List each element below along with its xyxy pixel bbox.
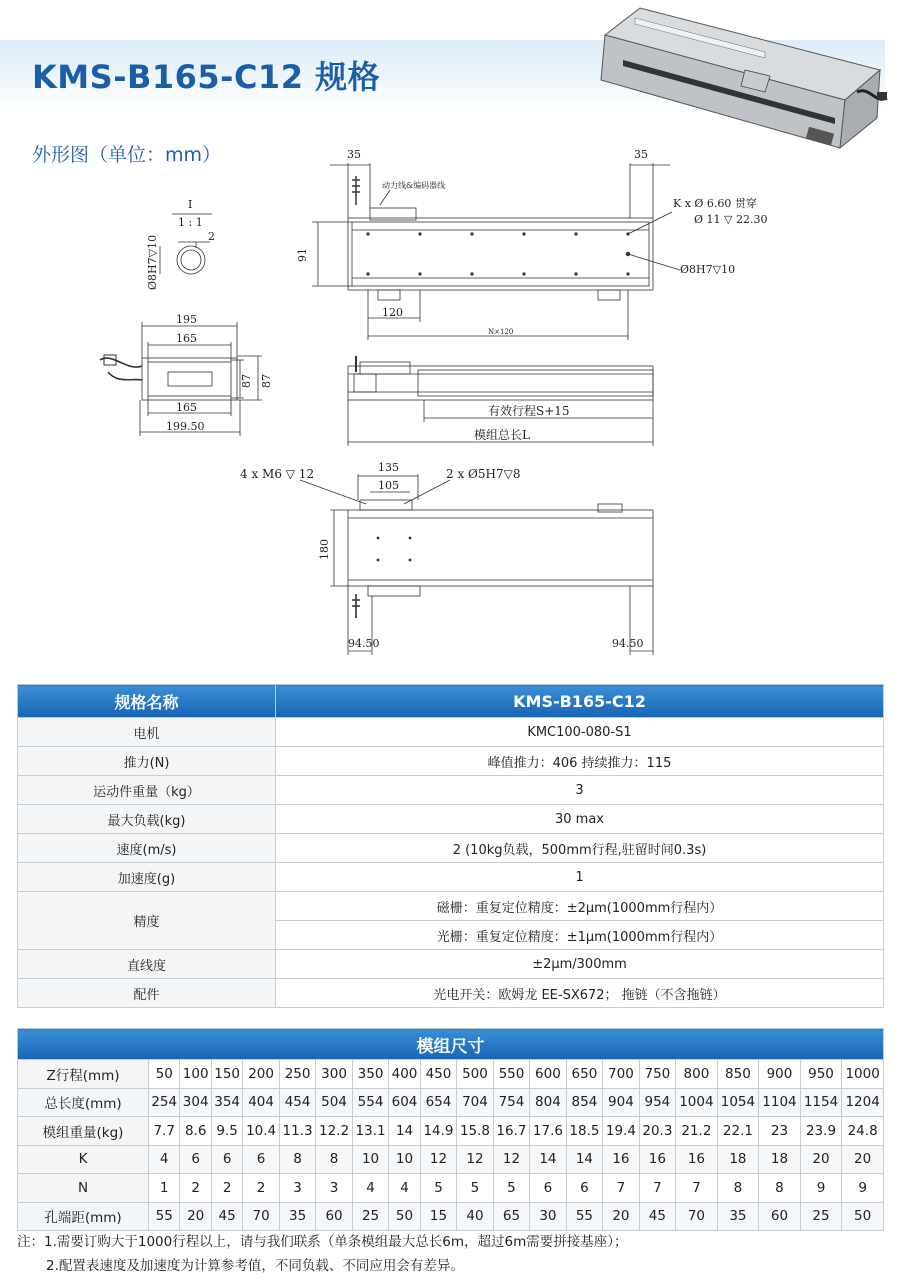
spec-key: 速度(m/s): [18, 834, 276, 863]
table-cell: 55: [566, 1202, 602, 1231]
table-cell: 304: [180, 1088, 211, 1117]
dim-n120: N×120: [488, 328, 514, 336]
spec-key: 直线度: [18, 950, 276, 979]
table-cell: 14.9: [420, 1117, 456, 1146]
table-cell: 10.4: [243, 1117, 279, 1146]
table-cell: 5: [420, 1174, 456, 1203]
table-row: [18, 1060, 884, 1089]
pin-spec-right: Ø8H7▽10: [680, 263, 736, 276]
dim-m6: 4 x M6 ▽ 12: [240, 467, 315, 481]
table-cell: 950: [800, 1060, 842, 1089]
table-cell: 20: [842, 1145, 884, 1174]
cable-label: 动力线&编码器线: [382, 181, 446, 190]
table-cell: 550: [493, 1060, 529, 1089]
detail-scale: 1 : 1: [178, 216, 203, 229]
table-cell: 900: [759, 1060, 801, 1089]
table-cell: 14: [389, 1117, 420, 1146]
table-cell: 23.9: [800, 1117, 842, 1146]
table-cell: 650: [566, 1060, 602, 1089]
table-cell: 5: [457, 1174, 493, 1203]
section-label: 外形图（单位：mm）: [32, 144, 222, 166]
table-cell: 404: [243, 1088, 279, 1117]
spec-value: 1: [276, 863, 884, 892]
table-cell: 50: [389, 1202, 420, 1231]
table-cell: 6: [566, 1174, 602, 1203]
dim-35-right: 35: [634, 148, 648, 161]
table-cell: 8: [316, 1145, 352, 1174]
table-cell: 10: [389, 1145, 420, 1174]
table-row: [18, 892, 884, 921]
table-row: [18, 1174, 884, 1203]
table-cell: 50: [149, 1060, 180, 1089]
table-cell: 18: [717, 1145, 759, 1174]
table-cell: 904: [603, 1088, 639, 1117]
table-row: [18, 950, 884, 979]
table-cell: 554: [352, 1088, 388, 1117]
table-row: [18, 747, 884, 776]
table-row: [18, 863, 884, 892]
table-cell: 400: [389, 1060, 420, 1089]
table-cell: 4: [149, 1145, 180, 1174]
spec-key: 配件: [18, 979, 276, 1008]
table-cell: 750: [639, 1060, 675, 1089]
dimension-table-header: [18, 1029, 884, 1060]
dim-91: 91: [296, 248, 309, 262]
spec-key: 运动件重量（kg）: [18, 776, 276, 805]
table-cell: 350: [352, 1060, 388, 1089]
table-cell: 7: [676, 1174, 718, 1203]
spec-value: 30 max: [276, 805, 884, 834]
dim-135: 135: [378, 461, 399, 474]
table-cell: 45: [639, 1202, 675, 1231]
table-cell: 600: [530, 1060, 566, 1089]
table-cell: 16: [676, 1145, 718, 1174]
spec-table: [17, 684, 884, 1008]
table-cell: 450: [420, 1060, 456, 1089]
table-cell: 1: [149, 1174, 180, 1203]
table-cell: 1004: [676, 1088, 718, 1117]
table-cell: 4: [389, 1174, 420, 1203]
table-cell: 60: [759, 1202, 801, 1231]
table-cell: 200: [243, 1060, 279, 1089]
table-cell: 2: [243, 1174, 279, 1203]
dim-195: 195: [176, 313, 197, 326]
table-cell: 4: [352, 1174, 388, 1203]
table-cell: 14: [530, 1145, 566, 1174]
row-label: 模组重量(kg): [18, 1117, 149, 1146]
dim-165-top: 165: [176, 332, 197, 345]
table-cell: 700: [603, 1060, 639, 1089]
table-cell: 1104: [759, 1088, 801, 1117]
dim-stroke: 有效行程S+15: [488, 404, 570, 418]
dim-pin-top: 2 x Ø5H7▽8: [446, 467, 521, 481]
table-cell: 70: [676, 1202, 718, 1231]
table-cell: 18: [759, 1145, 801, 1174]
table-cell: 20: [800, 1145, 842, 1174]
table-cell: 19.4: [603, 1117, 639, 1146]
spec-key: 精度: [18, 892, 276, 950]
table-cell: 35: [279, 1202, 315, 1231]
table-cell: 60: [316, 1202, 352, 1231]
table-cell: 55: [149, 1202, 180, 1231]
table-cell: 25: [800, 1202, 842, 1231]
table-cell: 250: [279, 1060, 315, 1089]
table-cell: 800: [676, 1060, 718, 1089]
table-cell: 15.8: [457, 1117, 493, 1146]
row-label: 总长度(mm): [18, 1088, 149, 1117]
row-label: Z行程(mm): [18, 1060, 149, 1089]
table-cell: 15: [420, 1202, 456, 1231]
table-cell: 8.6: [180, 1117, 211, 1146]
table-cell: 504: [316, 1088, 352, 1117]
spec-value: 磁栅：重复定位精度：±2μm(1000mm行程内）: [276, 892, 884, 921]
table-cell: 254: [149, 1088, 180, 1117]
dim-94-50-right: 94.50: [612, 637, 644, 650]
spec-header-right: KMS-B165-C12: [276, 685, 884, 718]
table-cell: 7: [639, 1174, 675, 1203]
table-row: [18, 776, 884, 805]
table-cell: 1154: [800, 1088, 842, 1117]
table-cell: 9: [842, 1174, 884, 1203]
dim-94-50-left: 94.50: [348, 637, 380, 650]
table-cell: 65: [493, 1202, 529, 1231]
hole-spec-1: K x Ø 6.60 贯穿: [673, 197, 757, 210]
dim-199-50: 199.50: [166, 420, 205, 433]
table-cell: 22.1: [717, 1117, 759, 1146]
detail-pin-spec: Ø8H7▽10: [146, 234, 159, 290]
detail-dim-2: 2: [208, 230, 215, 243]
table-cell: 5: [493, 1174, 529, 1203]
table-cell: 854: [566, 1088, 602, 1117]
table-cell: 1054: [717, 1088, 759, 1117]
dim-105: 105: [378, 479, 399, 492]
table-cell: 24.8: [842, 1117, 884, 1146]
table-cell: 2: [211, 1174, 242, 1203]
table-cell: 16.7: [493, 1117, 529, 1146]
page-title: KMS-B165-C12 规格: [32, 58, 381, 96]
table-cell: 14: [566, 1145, 602, 1174]
spec-key: 最大负载(kg): [18, 805, 276, 834]
dim-87-inner: 87: [240, 374, 253, 388]
spec-value: 光电开关：欧姆龙 EE-SX672； 拖链（不含拖链）: [276, 979, 884, 1008]
table-cell: 6: [530, 1174, 566, 1203]
table-cell: 354: [211, 1088, 242, 1117]
spec-key: 电机: [18, 718, 276, 747]
notes: [17, 1230, 627, 1278]
detail-I-label: I: [188, 198, 193, 211]
table-cell: 150: [211, 1060, 242, 1089]
dim-total-length: 模组总长L: [474, 428, 530, 442]
table-cell: 2: [180, 1174, 211, 1203]
table-cell: 16: [603, 1145, 639, 1174]
dim-180: 180: [318, 539, 331, 560]
table-row: [18, 1117, 884, 1146]
table-cell: 70: [243, 1202, 279, 1231]
spec-value: KMC100-080-S1: [276, 718, 884, 747]
table-cell: 754: [493, 1088, 529, 1117]
table-cell: 21.2: [676, 1117, 718, 1146]
table-row: [18, 1202, 884, 1231]
hole-spec-2: Ø 11 ▽ 22.30: [694, 213, 768, 226]
table-cell: 804: [530, 1088, 566, 1117]
table-cell: 7.7: [149, 1117, 180, 1146]
top-view: [312, 163, 680, 340]
spec-key: 加速度(g): [18, 863, 276, 892]
spec-header-left: 规格名称: [18, 685, 276, 718]
table-row: [18, 718, 884, 747]
table-cell: 500: [457, 1060, 493, 1089]
table-cell: 9: [800, 1174, 842, 1203]
table-cell: 12: [493, 1145, 529, 1174]
table-cell: 50: [842, 1202, 884, 1231]
table-cell: 1204: [842, 1088, 884, 1117]
dim-165-bottom: 165: [176, 401, 197, 414]
table-cell: 1000: [842, 1060, 884, 1089]
note-2: 2.配置表速度及加速度为计算参考值，不同负载、不同应用会有差异。: [46, 1258, 464, 1274]
table-row: [18, 1145, 884, 1174]
table-cell: 12: [420, 1145, 456, 1174]
table-cell: 16: [639, 1145, 675, 1174]
table-cell: 10: [352, 1145, 388, 1174]
table-cell: 9.5: [211, 1117, 242, 1146]
table-cell: 20: [180, 1202, 211, 1231]
table-row: [18, 1088, 884, 1117]
table-cell: 100: [180, 1060, 211, 1089]
note-1: 注：1.需要订购大于1000行程以上，请与我们联系（单条模组最大总长6m，超过6m需要拼接基座）；: [17, 1234, 628, 1250]
table-cell: 25: [352, 1202, 388, 1231]
table-cell: 8: [717, 1174, 759, 1203]
table-cell: 604: [389, 1088, 420, 1117]
table-row: [18, 979, 884, 1008]
table-cell: 654: [420, 1088, 456, 1117]
spec-table-header: [18, 685, 884, 718]
dim-35-left: 35: [347, 148, 361, 161]
dim-120: 120: [382, 306, 403, 319]
row-label: K: [18, 1145, 149, 1174]
table-cell: 35: [717, 1202, 759, 1231]
table-cell: 454: [279, 1088, 315, 1117]
bottom-view: [300, 474, 653, 655]
table-row: [18, 805, 884, 834]
table-cell: 11.3: [279, 1117, 315, 1146]
table-cell: 7: [603, 1174, 639, 1203]
spec-value: 3: [276, 776, 884, 805]
table-row: [18, 834, 884, 863]
spec-value: 2 (10kg负载，500mm行程,驻留时间0.3s): [276, 834, 884, 863]
row-label: 孔端距(mm): [18, 1202, 149, 1231]
table-cell: 12: [457, 1145, 493, 1174]
dimension-table-title: 模组尺寸: [18, 1029, 884, 1060]
table-cell: 6: [243, 1145, 279, 1174]
table-cell: 6: [211, 1145, 242, 1174]
table-cell: 30: [530, 1202, 566, 1231]
table-cell: 8: [759, 1174, 801, 1203]
table-cell: 6: [180, 1145, 211, 1174]
table-cell: 3: [279, 1174, 315, 1203]
table-cell: 3: [316, 1174, 352, 1203]
table-cell: 704: [457, 1088, 493, 1117]
table-cell: 20: [603, 1202, 639, 1231]
row-label: N: [18, 1174, 149, 1203]
table-cell: 300: [316, 1060, 352, 1089]
spec-value: 光栅：重复定位精度：±1μm(1000mm行程内）: [276, 921, 884, 950]
dimension-table: [17, 1028, 884, 1231]
table-cell: 17.6: [530, 1117, 566, 1146]
table-cell: 954: [639, 1088, 675, 1117]
table-cell: 45: [211, 1202, 242, 1231]
table-cell: 850: [717, 1060, 759, 1089]
table-cell: 12.2: [316, 1117, 352, 1146]
table-cell: 13.1: [352, 1117, 388, 1146]
spec-value: 峰值推力：406 持续推力：115: [276, 747, 884, 776]
spec-value: ±2μm/300mm: [276, 950, 884, 979]
table-cell: 18.5: [566, 1117, 602, 1146]
table-cell: 23: [759, 1117, 801, 1146]
table-cell: 8: [279, 1145, 315, 1174]
table-cell: 40: [457, 1202, 493, 1231]
table-cell: 20.3: [639, 1117, 675, 1146]
spec-key: 推力(N): [18, 747, 276, 776]
dim-87-outer: 87: [260, 374, 273, 388]
